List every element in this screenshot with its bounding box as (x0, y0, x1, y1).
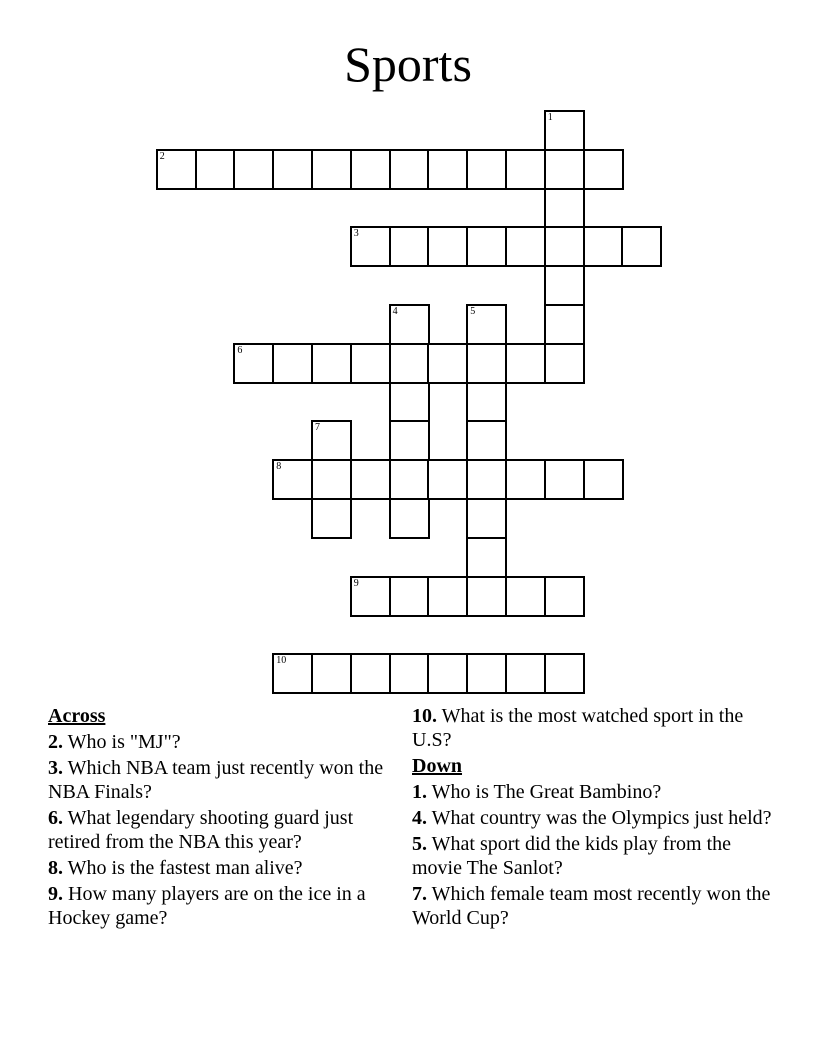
grid-cell[interactable] (544, 149, 585, 190)
clue-text: Which female team most recently won the World Cup? (412, 883, 771, 929)
grid-cell[interactable] (272, 343, 313, 384)
grid-cell[interactable] (311, 420, 352, 461)
clue-text: What is the most watched sport in the U.S? (412, 705, 744, 751)
grid-cell[interactable] (583, 459, 624, 500)
grid-cell[interactable] (505, 459, 546, 500)
clue-text: Who is "MJ"? (63, 731, 181, 753)
grid-cell[interactable] (156, 149, 197, 190)
grid-cell[interactable] (466, 343, 507, 384)
clues-left-column (48, 704, 398, 932)
grid-cell[interactable] (389, 304, 430, 345)
clue-number: 1. (412, 781, 427, 803)
cell-number: 5 (470, 306, 476, 317)
cell-number: 7 (315, 422, 320, 434)
clue-number: 7. (412, 883, 427, 905)
across-clue-10 (412, 704, 772, 752)
grid-cell[interactable] (466, 382, 507, 423)
cell-number: 8 (276, 461, 282, 473)
down-clue-7 (412, 882, 772, 930)
cell-number: 1 (547, 112, 553, 123)
puzzle-title: Sports (344, 36, 472, 92)
grid-cell[interactable] (350, 653, 391, 694)
grid-cell[interactable] (466, 653, 507, 694)
grid-cell[interactable] (427, 459, 468, 500)
clue-number: 6. (48, 807, 63, 829)
grid-cell[interactable] (505, 576, 546, 617)
across-clue-3 (48, 756, 398, 804)
cell-number: 6 (237, 344, 243, 356)
grid-cell[interactable] (389, 382, 430, 423)
grid-cell[interactable] (311, 653, 352, 694)
clue-number: 2. (48, 731, 63, 753)
down-clue-4 (412, 806, 772, 830)
grid-cell[interactable] (311, 459, 352, 500)
grid-cell[interactable] (544, 188, 585, 229)
grid-cell[interactable] (311, 498, 352, 539)
grid-cell[interactable] (544, 110, 585, 151)
grid-cell[interactable] (544, 265, 585, 306)
grid-cell[interactable] (466, 149, 507, 190)
across-clue-8 (48, 856, 398, 880)
grid-cell[interactable] (466, 304, 507, 345)
grid-cell[interactable] (427, 226, 468, 267)
grid-cell[interactable] (427, 343, 468, 384)
grid-cell[interactable] (233, 149, 274, 190)
grid-cell[interactable] (544, 304, 585, 345)
grid-cell[interactable] (466, 576, 507, 617)
grid-cell[interactable] (350, 459, 391, 500)
grid-cell[interactable] (544, 343, 585, 384)
grid-cell[interactable] (350, 226, 391, 267)
clue-text: What sport did the kids play from the movie The Sanlot? (412, 833, 732, 879)
down-clue-1 (412, 780, 772, 804)
cell-number: 4 (392, 306, 398, 317)
across-clue-2 (48, 730, 398, 754)
grid-cell[interactable] (427, 576, 468, 617)
grid-cell[interactable] (272, 149, 313, 190)
clue-text: Who is The Great Bambino? (427, 781, 662, 803)
grid-cell[interactable] (505, 343, 546, 384)
across-heading: Across (48, 705, 106, 727)
grid-cell[interactable] (466, 498, 507, 539)
grid-cell[interactable] (389, 226, 430, 267)
grid-cell[interactable] (311, 149, 352, 190)
cell-number: 2 (159, 150, 165, 162)
grid-cell[interactable] (583, 149, 624, 190)
grid-cell[interactable] (466, 537, 507, 578)
grid-cell[interactable] (505, 653, 546, 694)
grid-cell[interactable] (350, 343, 391, 384)
grid-cell[interactable] (311, 343, 352, 384)
grid-cell[interactable] (389, 149, 430, 190)
grid-cell[interactable] (544, 226, 585, 267)
clue-text: Which NBA team just recently won the NBA Finals? (48, 757, 384, 803)
grid-cell[interactable] (466, 226, 507, 267)
grid-cell[interactable] (544, 653, 585, 694)
grid-cell[interactable] (272, 459, 313, 500)
grid-cell[interactable] (583, 226, 624, 267)
clue-number: 4. (412, 807, 427, 829)
grid-cell[interactable] (389, 498, 430, 539)
across-clue-9 (48, 882, 398, 930)
grid-cell[interactable] (350, 149, 391, 190)
grid-cell[interactable] (233, 343, 274, 384)
grid-cell[interactable] (272, 653, 313, 694)
clue-text: What legendary shooting guard just retired from the NBA this year? (48, 807, 354, 853)
cell-number: 9 (353, 577, 359, 589)
grid-cell[interactable] (389, 459, 430, 500)
grid-cell[interactable] (505, 149, 546, 190)
clue-number: 5. (412, 833, 427, 855)
down-heading: Down (412, 755, 463, 777)
grid-cell[interactable] (389, 420, 430, 461)
cell-number: 3 (353, 228, 359, 240)
grid-cell[interactable] (350, 576, 391, 617)
clue-number: 8. (48, 857, 63, 879)
down-clue-5 (412, 832, 772, 880)
grid-cell[interactable] (389, 343, 430, 384)
clues-right-column (412, 704, 772, 932)
grid-cell[interactable] (466, 459, 507, 500)
grid-cell[interactable] (389, 576, 430, 617)
clue-number: 3. (48, 757, 63, 779)
grid-cell[interactable] (544, 576, 585, 617)
clue-number: 10. (412, 705, 437, 727)
grid-cell[interactable] (427, 653, 468, 694)
grid-cell[interactable] (389, 653, 430, 694)
grid-cell[interactable] (544, 459, 585, 500)
grid-cell[interactable] (621, 226, 662, 267)
clue-text: What country was the Olympics just held? (427, 807, 772, 829)
cell-number: 10 (276, 655, 287, 667)
clue-text: How many players are on the ice in a Hockey game? (48, 883, 366, 929)
grid-cell[interactable] (195, 149, 236, 190)
across-clue-6 (48, 806, 398, 854)
clue-number: 9. (48, 883, 63, 905)
grid-cell[interactable] (466, 420, 507, 461)
grid-cell[interactable] (505, 226, 546, 267)
grid-cell[interactable] (427, 149, 468, 190)
clue-text: Who is the fastest man alive? (63, 857, 303, 879)
